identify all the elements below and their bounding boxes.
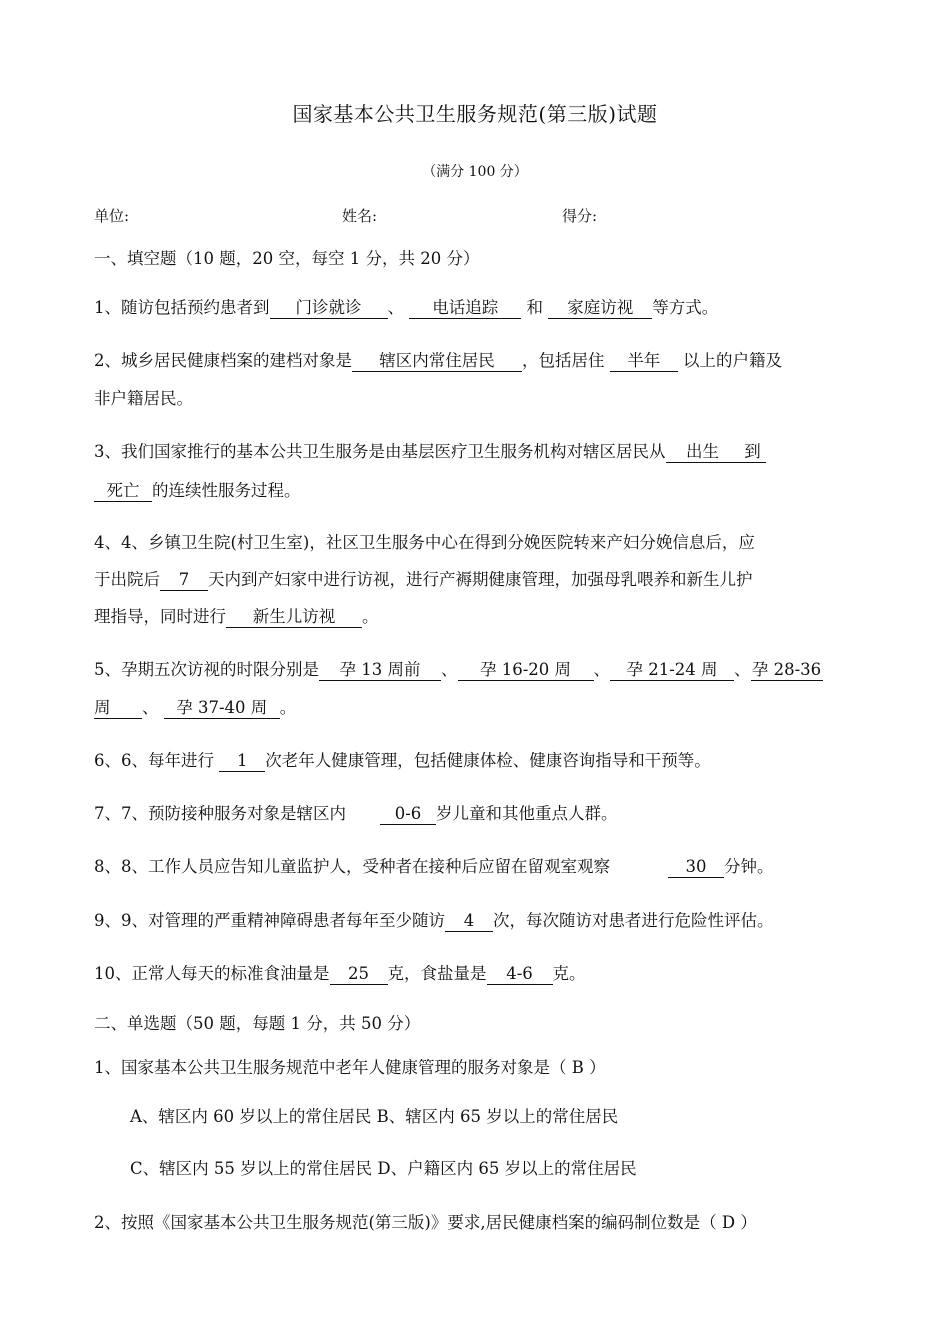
choice-question-2: 2、按照《国家基本公共卫生服务规范(第三版)》要求,居民健康档案的编码制位数是（ D ） <box>94 1213 757 1232</box>
answer-blank: 死亡 <box>94 481 152 502</box>
fill-question-2: 2、城乡居民健康档案的建档对象是 辖区内常住居民 ，包括居住 半年 以上的户籍及 <box>94 351 782 370</box>
answer-blank: 0-6 <box>380 804 436 825</box>
answer-blank: 4 <box>445 911 493 932</box>
answer-blank: 出生 <box>666 442 740 463</box>
section1-heading: 一、填空题（10 题，20 空，每空 1 分，共 20 分） <box>94 249 480 268</box>
fill-question-4-cont: 于出院后 7 天内到产妇家中进行访视，进行产褥期健康管理，加强母乳喂养和新生儿护 <box>94 570 753 589</box>
page-subtitle: （满分 100 分） <box>422 164 528 180</box>
answer-blank: 半年 <box>610 351 678 372</box>
answer-blank: 孕 37-40 周 <box>164 698 280 719</box>
section2-heading: 二、单选题（50 题，每题 1 分，共 50 分） <box>94 1014 421 1033</box>
fill-question-4-cont2: 理指导，同时进行 新生儿访视 。 <box>94 607 379 626</box>
answer-blank: 周 <box>94 698 142 719</box>
answer-blank: 辖区内常住居民 <box>352 351 522 372</box>
answer-blank: 孕 21-24 周 <box>610 660 734 681</box>
answer-blank: 孕 13 周前 <box>319 660 441 681</box>
answer-blank: 孕 16-20 周 <box>458 660 594 681</box>
answer-blank: 4-6 <box>487 964 553 985</box>
fill-question-1: 1、随访包括预约患者到 门诊就诊 、 电话追踪 和 家庭访视 等方式。 <box>94 298 719 317</box>
fill-question-9: 9、9、对管理的严重精神障碍患者每年至少随访 4 次，每次随访对患者进行危险性评估。 <box>94 911 774 930</box>
fill-question-8: 8、8、工作人员应告知儿童监护人，受种者在接种后应留在留观室观察 30 分钟。 <box>94 857 774 876</box>
fill-question-10: 10、正常人每天的标准食油量是 25 克，食盐量是 4-6 克。 <box>94 964 586 983</box>
fill-question-5: 5、孕期五次访视的时限分别是 孕 13 周前 、 孕 16-20 周 、 孕 21-24 周 、孕 28-36 <box>94 660 822 679</box>
choice-options-row: A、辖区内 60 岁以上的常住居民 B、辖区内 65 岁以上的常住居民 <box>130 1107 619 1126</box>
answer-blank: 家庭访视 <box>548 298 652 319</box>
page-title: 国家基本公共卫生服务规范(第三版)试题 <box>292 102 658 126</box>
fill-question-7: 7、7、预防接种服务对象是辖区内 0-6 岁儿童和其他重点人群。 <box>94 804 618 823</box>
score-label: 得分: <box>562 207 598 225</box>
fill-question-3: 3、我们国家推行的基本公共卫生服务是由基层医疗卫生服务机构对辖区居民从 出生 到 <box>94 441 766 463</box>
answer-blank: 7 <box>160 570 208 591</box>
fill-question-4: 4、4、乡镇卫生院(村卫生室)，社区卫生服务中心在得到分娩医院转来产妇分娩信息后，应 <box>94 533 755 552</box>
answer-blank: 门诊就诊 <box>270 298 388 319</box>
choice-options-row: C、辖区内 55 岁以上的常住居民 D、户籍区内 65 岁以上的常住居民 <box>130 1159 637 1178</box>
answer-blank: 孕 28-36 <box>751 660 822 679</box>
choice-question-1: 1、国家基本公共卫生服务规范中老年人健康管理的服务对象是（ B ） <box>94 1058 606 1077</box>
fill-question-3-cont: 死亡 的连续性服务过程。 <box>94 480 301 502</box>
fill-question-2-cont: 非户籍居民。 <box>94 389 193 408</box>
answer-blank: 30 <box>668 857 724 878</box>
fill-question-5-cont: 周 、 孕 37-40 周 。 <box>94 698 297 717</box>
answer-blank: 新生儿访视 <box>226 607 362 628</box>
answer-blank: 25 <box>330 964 388 985</box>
fill-question-6: 6、6、每年进行 1 次老年人健康管理，包括健康体检、健康咨询指导和干预等。 <box>94 751 711 770</box>
unit-label: 单位: <box>94 207 130 225</box>
answer-blank: 1 <box>219 751 265 772</box>
name-label: 姓名: <box>342 207 378 225</box>
answer-blank: 电话追踪 <box>409 298 521 319</box>
